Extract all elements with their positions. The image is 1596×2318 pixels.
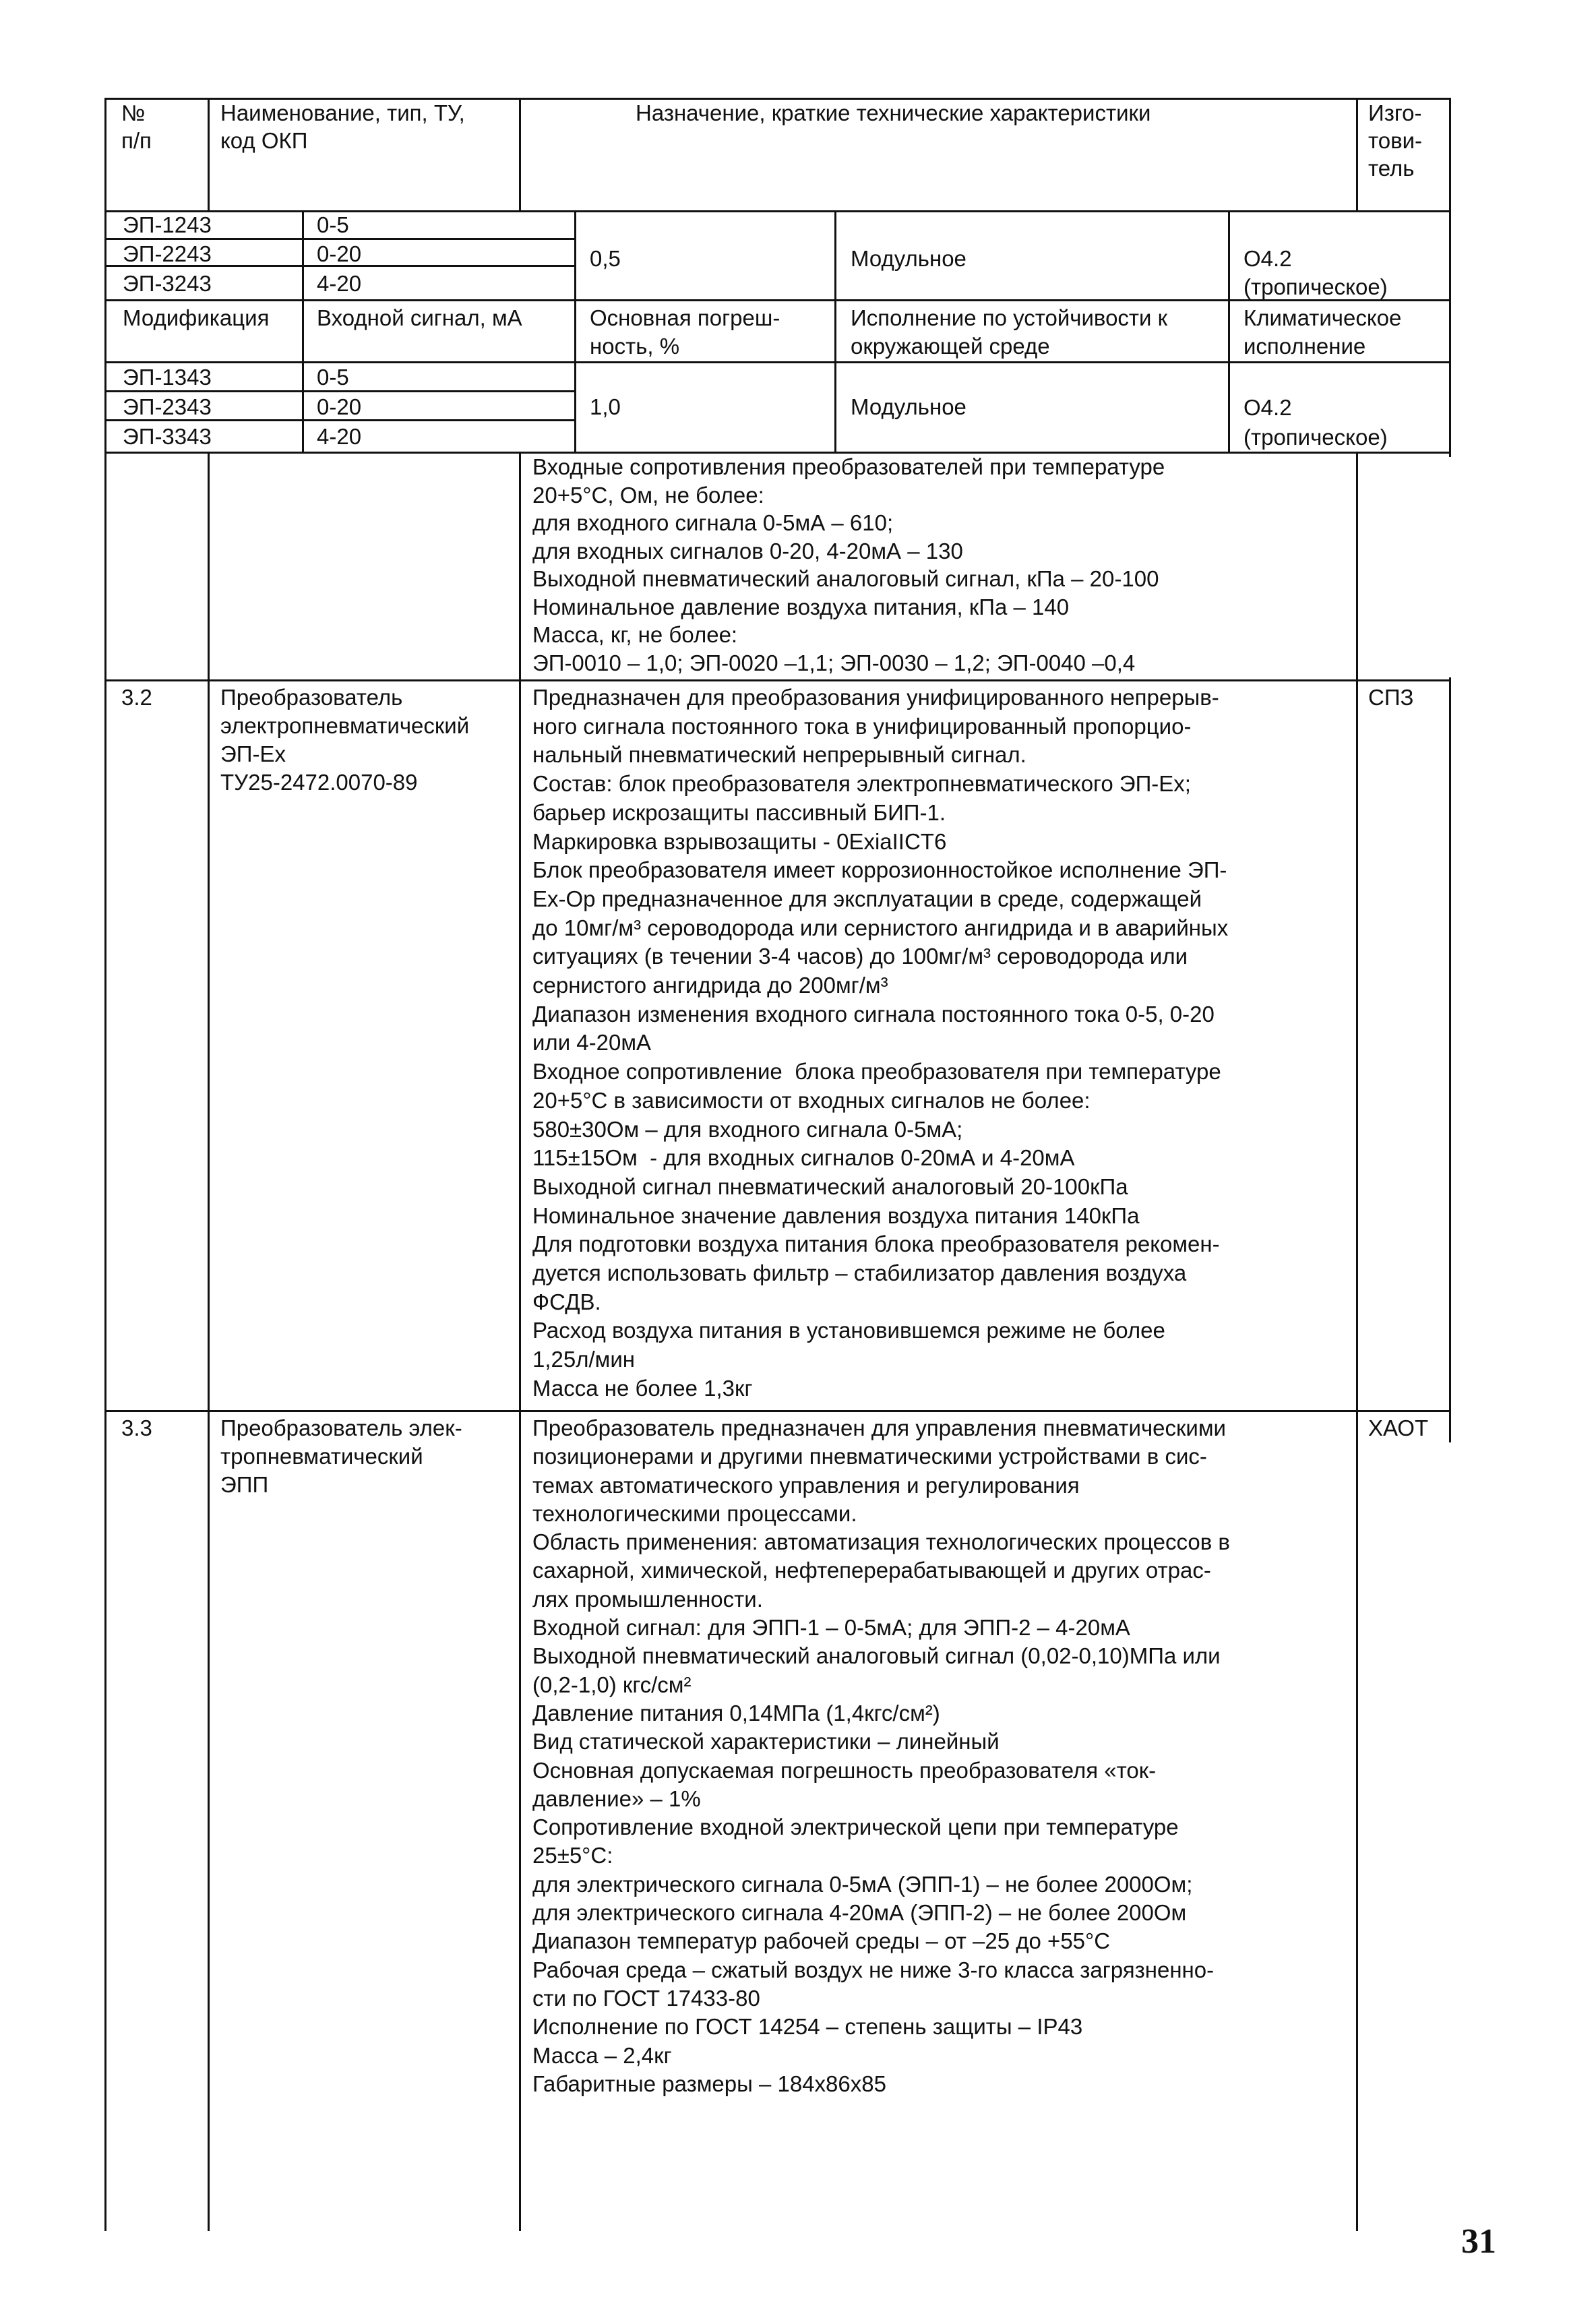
name-column-line [208, 452, 210, 2231]
table-border-right [1449, 677, 1451, 1419]
mod-header-input-signal: Входной сигнал, мА [317, 305, 522, 330]
page-number: 31 [1461, 2222, 1496, 2261]
mod-line [834, 210, 836, 452]
mod-model: ЭП-1243 [123, 212, 212, 237]
mod-signal: 0-20 [317, 241, 362, 266]
header-col-purpose: Назначение, краткие технические характеристики [636, 100, 1151, 125]
mod-signal: 0-20 [317, 394, 362, 419]
mod-model: ЭП-3243 [123, 271, 212, 296]
row-name: Преобразователь электропневматический ЭП-Ех ТУ25-2472.0070-89 [220, 685, 470, 795]
mod-climate: О4.2 (тропическое) [1244, 395, 1388, 450]
mod-line [574, 210, 576, 452]
row-maker: ХАОТ [1368, 1415, 1429, 1440]
maker-column-line [1356, 98, 1358, 212]
mod-model: ЭП-1343 [123, 365, 212, 390]
header-col-name: Наименование, тип, ТУ, код ОКП [220, 100, 465, 153]
mod-execution: Модульное [851, 246, 966, 271]
mod-climate: О4.2 (тропическое) [1244, 246, 1388, 299]
row-description: Преобразователь предназначен для управления пневматическими позиционерами и другими пневматическими устройствами в сис- темах автоматического управления и регулирования технологическими процессами. Область применения: автоматизация технологических процессов в сахарной, химической, нефтеперерабатывающей и других отрас- лях промышленности. Входной сигнал: для ЭПП-1 – 0-5мА; для ЭПП-2 – 4-20мА Выходной пневматический аналоговый сигнал (0,02-0,10)МПа или (0,2-1,0) кгс/см² Давление питания 0,14МПа (1,4кгс/см²) Вид статической характеристики – линейный Основная допускаемая погрешность преобразователя «ток- давление» – 1% Сопротивление входной электрической цепи при температуре 25±5°С: для электрического сигнала 0-5мА (ЭПП-1) – не более 2000Ом; для электрического сигнала 4-20мА (ЭПП-2) – не более 200Ом Диапазон температур рабочей среды – от –25 до +55°С Рабочая среда – сжатый воздух не ниже 3-го класса загрязненно- сти по ГОСТ 17433-80 Исполнение по ГОСТ 14254 – степень защиты – IP43 Масса – 2,4кг Габаритные размеры – 184х86х85 [532, 1415, 1230, 2096]
mod-error: 1,0 [590, 394, 621, 419]
row-maker: СПЗ [1368, 685, 1414, 710]
row-name: Преобразователь элек- тропневматический ЭПП [220, 1415, 462, 1497]
mod-header-error: Основная погреш- ность, % [590, 305, 780, 359]
header-bottom-line [104, 210, 1450, 212]
mod-model: ЭП-2243 [123, 241, 212, 266]
mod-model: ЭП-3343 [123, 424, 212, 449]
row-separator [104, 1410, 1450, 1412]
mod-signal: 0-5 [317, 212, 349, 237]
name-column-line [208, 98, 210, 212]
header-col-num: № п/п [121, 100, 152, 153]
mod-line [104, 361, 1450, 363]
row-number: 3.3 [121, 1415, 152, 1440]
purpose-column-line [519, 98, 521, 212]
mod-signal: 0-5 [317, 365, 349, 390]
maker-column-line [1356, 452, 1358, 2231]
mod-signal: 4-20 [317, 271, 362, 296]
mod-header-modification: Модификация [123, 305, 270, 330]
mod-signal: 4-20 [317, 424, 362, 449]
mod-line [1228, 210, 1230, 452]
purpose-column-line [519, 452, 521, 2231]
row-separator [104, 679, 1450, 681]
row-description: Предназначен для преобразования унифицированного непрерыв- ного сигнала постоянного тока в унифицированный пропорцио- нальный пневматический непрерывный сигнал. Состав: блок преобразователя электропневматического ЭП-Ех; барьер искрозащиты пассивный БИП-1. Маркировка взрывозащиты - 0ExiaIICT6 Блок преобразователя имеет коррозионностойкое исполнение ЭП- Ех-Ор предназначенное для эксплуатации в среде, содержащей до 10мг/м³ сероводорода или сернистого ангидрида и в аварийных ситуациях (в течении 3-4 часов) до 100мг/м³ сероводорода или сернистого ангидрида до 200мг/м³ Диапазон изменения входного сигнала постоянного тока 0-5, 0-20 или 4-20мА Входное сопротивление блока преобразователя при температуре 20+5°С в зависимости от входных сигналов не более: 580±30Ом – для входного сигнала 0-5мА; 115±15Ом - для входных сигналов 0-20мА и 4-20мА Выходной сигнал пневматический аналоговый 20-100кПа Номинальное значение давления воздуха питания 140кПа Для подготовки воздуха питания блока преобразователя рекомен- дуется использовать фильтр – стабилизатор давления воздуха ФСДВ. Расход воздуха питания в установившемся режиме не более 1,25л/мин Масса не более 1,3кг [532, 685, 1229, 1401]
mod-line [302, 210, 304, 452]
header-col-maker: Изго- тови- тель [1368, 100, 1423, 181]
mod-model: ЭП-2343 [123, 394, 212, 419]
continuation-text: Входные сопротивления преобразователей при температуре 20+5°С, Ом, не более: для входного сигнала 0-5мА – 610; для входных сигналов 0-20, 4-20мА – 130 Выходной пневматический аналоговый сигнал, кПа – 20-100 Номинальное давление воздуха питания, кПа – 140 Масса, кг, не более: ЭП-0010 – 1,0; ЭП-0020 –1,1; ЭП-0030 – 1,2; ЭП-0040 –0,4 [532, 454, 1165, 675]
table-border-left [104, 98, 106, 2231]
mod-header-climate: Климатическое исполнение [1244, 305, 1402, 359]
table-border-right [1449, 98, 1451, 457]
table-border-right [1449, 1415, 1451, 1442]
mod-execution: Модульное [851, 394, 966, 419]
mod-header-execution: Исполнение по устойчивости к окружающей среде [851, 305, 1168, 359]
row-number: 3.2 [121, 685, 152, 710]
mod-error: 0,5 [590, 246, 621, 271]
